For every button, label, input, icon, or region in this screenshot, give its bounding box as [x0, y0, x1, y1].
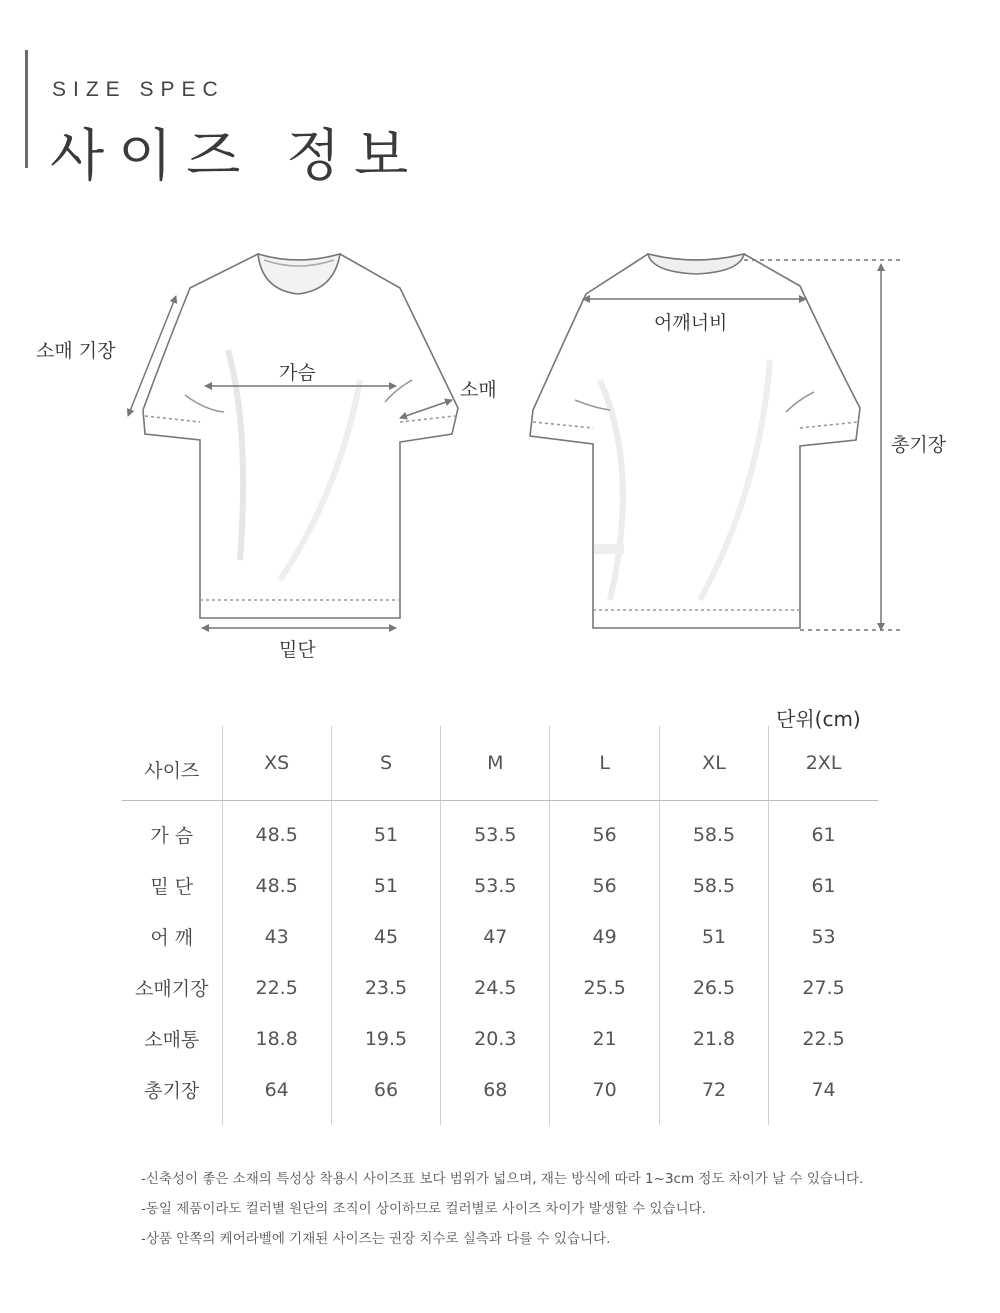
table-cell: 72: [659, 1064, 768, 1125]
label-total-length: 총기장: [891, 434, 947, 456]
row-label: 소매기장: [135, 978, 209, 1000]
note-item: -동일 제품이라도 컬러별 원단의 조직이 상이하므로 컬러별로 사이즈 차이가 발생할 수 있습니다.: [141, 1201, 706, 1217]
table-cell: 22.5: [222, 962, 331, 1013]
table-cell: 51: [331, 860, 440, 911]
table-cell: 66: [331, 1064, 440, 1125]
table-cell: 24.5: [441, 962, 550, 1013]
front-shirt: [143, 254, 458, 618]
table-cell: 61: [769, 801, 878, 861]
row-label: 어 깨: [150, 927, 194, 949]
table-cell: 26.5: [659, 962, 768, 1013]
title-accent-bar: [25, 50, 28, 168]
table-row: [122, 860, 878, 911]
table-cell: 48.5: [222, 860, 331, 911]
table-cell: 51: [659, 911, 768, 962]
row-label: 가 슴: [150, 825, 194, 847]
size-header: 2XL: [769, 726, 878, 801]
table-cell: 61: [769, 860, 878, 911]
size-header: L: [550, 726, 659, 801]
table-cell: 74: [769, 1064, 878, 1125]
table-cell: 49: [550, 911, 659, 962]
table-cell: 68: [441, 1064, 550, 1125]
section-eyebrow: SIZE SPEC: [52, 78, 225, 101]
table-cell: 25.5: [550, 962, 659, 1013]
label-chest: 가슴: [279, 362, 316, 384]
row-label: 총기장: [144, 1080, 200, 1102]
size-table: [122, 726, 878, 1125]
table-cell: 48.5: [222, 801, 331, 861]
table-row: [122, 801, 878, 861]
table-cell: 18.8: [222, 1013, 331, 1064]
label-sleeve: 소매: [460, 379, 497, 401]
size-header: M: [441, 726, 550, 801]
table-cell: 23.5: [331, 962, 440, 1013]
table-cell: 64: [222, 1064, 331, 1125]
table-row: [122, 911, 878, 962]
table-cell: 56: [550, 801, 659, 861]
table-cell: 22.5: [769, 1013, 878, 1064]
tshirt-diagram: [0, 230, 1000, 670]
size-notes: [141, 1164, 863, 1254]
row-label: 소매통: [144, 1029, 200, 1051]
table-cell: 70: [550, 1064, 659, 1125]
note-item: -상품 안쪽의 케어라벨에 기재된 사이즈는 권장 치수로 실측과 다를 수 있습니다.: [141, 1231, 611, 1247]
tshirt-illustration: [0, 230, 1000, 670]
table-cell: 21: [550, 1013, 659, 1064]
size-header: S: [331, 726, 440, 801]
table-row: [122, 962, 878, 1013]
table-cell: 56: [550, 860, 659, 911]
unit-label: 단위(cm): [776, 707, 861, 731]
note-item: -신축성이 좋은 소재의 특성상 착용시 사이즈표 보다 범위가 넓으며, 재는 방식에 따라 1~3cm 정도 차이가 날 수 있습니다.: [141, 1171, 864, 1187]
table-header-row: [122, 726, 878, 801]
table-row: [122, 1064, 878, 1125]
table-cell: 21.8: [659, 1013, 768, 1064]
table-cell: 47: [441, 911, 550, 962]
label-sleeve-length: 소매 기장: [36, 340, 116, 362]
table-cell: 27.5: [769, 962, 878, 1013]
table-cell: 53.5: [441, 801, 550, 861]
table-row: [122, 1013, 878, 1064]
size-header: XL: [659, 726, 768, 801]
table-cell: 53: [769, 911, 878, 962]
page-title: 사이즈 정보: [50, 124, 423, 189]
label-shoulder: 어깨너비: [654, 312, 728, 334]
row-label: 밑 단: [150, 876, 194, 898]
table-cell: 20.3: [441, 1013, 550, 1064]
label-hem: 밑단: [279, 639, 316, 661]
table-cell: 19.5: [331, 1013, 440, 1064]
table-cell: 43: [222, 911, 331, 962]
table-cell: 51: [331, 801, 440, 861]
table-cell: 58.5: [659, 801, 768, 861]
table-cell: 45: [331, 911, 440, 962]
table-cell: 58.5: [659, 860, 768, 911]
size-header: XS: [222, 726, 331, 801]
table-cell: 53.5: [441, 860, 550, 911]
table-corner: 사이즈: [122, 726, 222, 801]
